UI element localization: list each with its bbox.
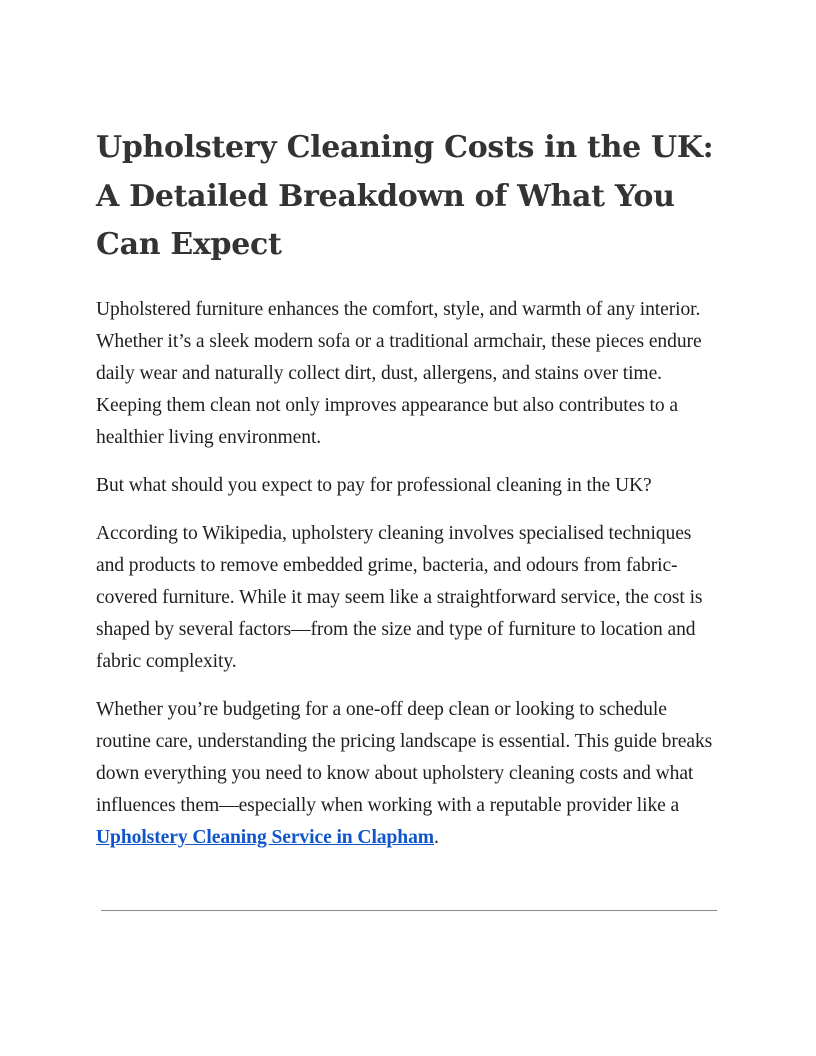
intro-paragraph: Upholstered furniture enhances the comfort, style, and warmth of any interior. Whether it’s a sleek modern sofa or a traditional armchair, these pieces endure daily wear and naturally collect dirt, dust, allergens, and stains over time. Keeping them clean not only improves appearance but also contributes to a healthier living environment. xyxy=(96,298,702,448)
guide-paragraph-end: . xyxy=(434,826,439,848)
question-paragraph: But what should you expect to pay for professional cleaning in the UK? xyxy=(96,474,652,496)
horizontal-rule xyxy=(101,910,717,911)
article xyxy=(96,124,724,854)
wikipedia-paragraph: According to Wikipedia, upholstery cleaning involves specialised techniques and products to remove embedded grime, bacteria, and odours from fabric-covered furniture. While it may seem like a straightforward service, the cost is shaped by several factors—from the size and type of furniture to location and fabric complexity. xyxy=(96,522,703,672)
guide-paragraph-text: Whether you’re budgeting for a one-off deep clean or looking to schedule routine care, understanding the pricing landscape is essential. This guide breaks down everything you need to know about upholstery cleaning costs and what influences them—especially when working with a reputable provider like a xyxy=(96,698,713,816)
clapham-service-link[interactable]: Upholstery Cleaning Service in Clapham xyxy=(96,826,435,848)
guide-paragraph xyxy=(96,694,724,854)
article-title: Upholstery Cleaning Costs in the UK: A Detailed Breakdown of What You Can Expect xyxy=(96,130,714,262)
